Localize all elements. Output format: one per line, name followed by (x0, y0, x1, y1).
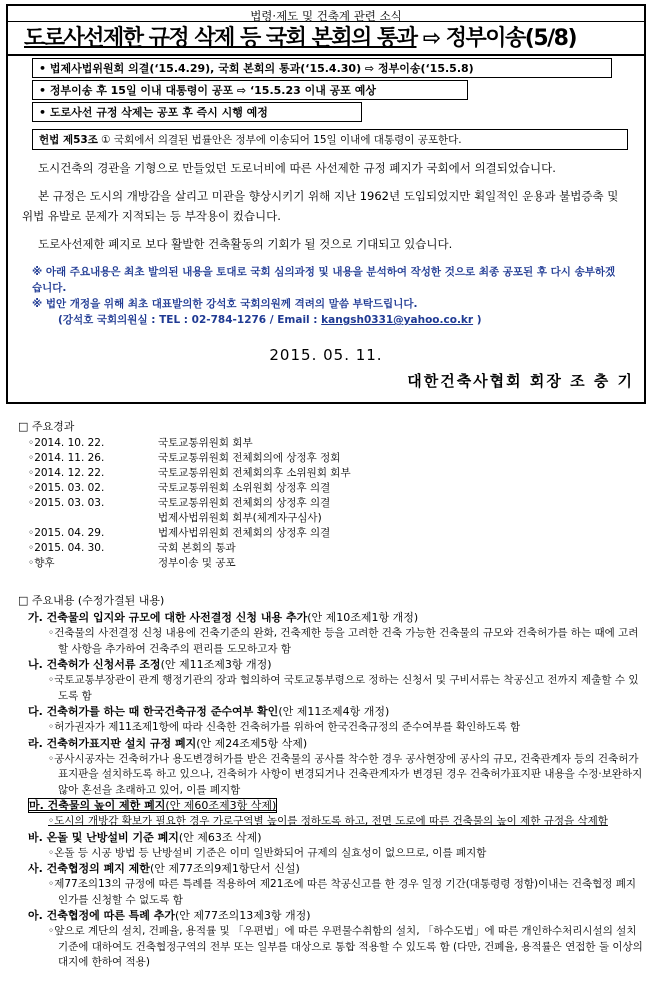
item-heading-text: 다. 건축허가를 하는 때 한국건축규정 준수여부 확인 (28, 705, 279, 718)
item-heading-text: 바. 온돌 및 난방설비 기준 폐지 (28, 830, 179, 844)
timeline-date: ◦2014. 12. 22. (28, 467, 105, 479)
summary-bullet: • 정부이송 후 15일 이내 대통령이 공포 ⇨ ‘15.5.23 이내 공포 예상 (32, 80, 468, 100)
item-heading (18, 861, 646, 877)
law-text: ① 국회에서 의결된 법률안은 정부에 이송되어 15일 이내에 대통령이 공포한다. (97, 134, 462, 146)
summary-bullet: • 법제사법위원회 의결(‘15.4.29), 국회 본회의 통과(‘15.4.30) ⇨ 정부이송(‘15.5.8) (32, 58, 612, 78)
paragraph: 본 규정은 도시의 개방감을 살리고 미관을 향상시키기 위해 지난 1962년 도입되었지만 획일적인 운용과 불법증축 및 위법 유발로 문제가 지적되는 등 부작용이 컸습니다. (22, 189, 619, 223)
timeline-date: ◦2015. 03. 03. (28, 497, 105, 509)
timeline-desc: 법제사법위원회 전체회의 상정후 의결 (158, 527, 331, 539)
timeline-row (18, 556, 646, 571)
timeline-desc: 법제사법위원회 회부(체계자구심사) (158, 512, 322, 524)
summary-bullet: • 도로사선 규정 삭제는 공포 후 즉시 시행 예정 (32, 102, 362, 122)
item-heading (18, 798, 646, 814)
timeline-date: ◦2014. 10. 22. (28, 437, 105, 449)
issue-date: 2015. 05. 11. (269, 346, 383, 364)
timeline-date: ◦2014. 11. 26. (28, 452, 105, 464)
summary-bullets (8, 58, 644, 122)
timeline-row (18, 481, 646, 496)
timeline-row (18, 451, 646, 466)
timeline-row (18, 496, 646, 511)
timeline-date (18, 511, 158, 526)
item-heading (18, 657, 646, 673)
timeline-row (18, 436, 646, 451)
item-body: ◦도시의 개방감 확보가 필요한 경우 가로구역별 높이를 정하도록 하고, 전면 도로에 따른 건축물의 높이 제한 규정을 삭제함 (48, 815, 608, 827)
contact-prefix: (강석호 국회의원실 : TEL : 02-784-1276 / Email : (58, 314, 322, 326)
item-ref: (안 제77조의13제3항 개정) (175, 909, 311, 922)
contact-suffix: ) (473, 314, 482, 326)
contents-title: □ 주요내용 (수정가결된 내용) (18, 594, 165, 607)
highlight-box (28, 798, 277, 813)
item-ref: (안 제63조 삭제) (178, 830, 262, 844)
contact-line (8, 312, 644, 328)
timeline-date: ◦향후 (28, 557, 55, 569)
timeline-desc: 국토교통위원회 소위원회 상정후 의결 (158, 482, 331, 494)
item-heading (18, 830, 646, 846)
item-heading-text: 마. 건축물의 높이 제한 폐지 (29, 799, 166, 812)
arrow-icon: ⇨ (422, 26, 440, 51)
item-heading (18, 704, 646, 720)
item-heading-text: 아. 건축협정에 따른 특례 추가 (28, 909, 176, 922)
timeline-row (18, 526, 646, 541)
paragraph: 도시건축의 경관을 기형으로 만들었던 도로너비에 따른 사선제한 규정 폐지가 국회에서 의결되었습니다. (38, 161, 556, 175)
item-ref: (안 제11조제4항 개정) (278, 705, 390, 718)
timeline-date: ◦2015. 03. 02. (28, 482, 105, 494)
item-body: ◦온돌 등 시공 방법 등 난방설비 기준은 이미 일반화되어 규제의 실효성이 없으므로, 이를 폐지함 (48, 846, 487, 859)
timeline-row (18, 466, 646, 481)
note: ※ 법안 개정을 위해 최초 대표발의한 강석호 국회의원께 격려의 말씀 부탁드립니다. (32, 298, 418, 310)
item-heading-text: 가. 건축물의 입지와 규모에 대한 사전결정 신청 내용 추가 (28, 611, 308, 624)
item-heading-text: 나. 건축허가 신청서류 조정 (28, 658, 161, 671)
email-link[interactable]: kangsh0331@yahoo.co.kr (321, 314, 474, 326)
item-body: ◦허가권자가 제11조제1항에 따라 신축한 건축허가를 위하여 한국건축규정의 준수여부를 확인하도록 함 (48, 721, 521, 733)
law-label: 헌법 제53조 (39, 134, 98, 146)
timeline-desc: 국토교통위원회 전체회의 상정후 의결 (158, 497, 331, 509)
timeline-title: □ 주요경과 (18, 420, 75, 433)
item-heading-text: 라. 건축허가표지판 설치 규정 폐지 (28, 736, 197, 750)
item-body: ◦건축물의 사전결정 신청 내용에 건축기준의 완화, 건축제한 등을 고려한 건축 가능한 건축물의 규모와 건축허가를 하는 때에 고려할 사항을 추가하여 건축주의 편리를 도모하고자 함 (48, 627, 639, 655)
signature: 대한건축사협회 회장 조 충 기 (407, 372, 634, 390)
item-ref: (안 제10조제1항 개정) (307, 611, 419, 624)
item-body: ◦앞으로 계단의 설치, 건폐율, 용적률 및 「우편법」에 따른 우편물수취함의 설치, 「하수도법」에 따른 개인하수처리시설의 설치 기준에 대하여도 건축협정구역의 전부 또는 일부를 대상으로 통합 적용할 수 있도록 함 (다만, 건폐율, 용적률은 연접한 둘 이상의 대지에 한하여 적용) (48, 925, 643, 968)
contents-section (18, 592, 646, 971)
item-ref: (안 제77조의9제1항단서 신설) (149, 862, 300, 875)
item-heading (18, 736, 646, 752)
title-sub: 정부이송(5/8) (445, 26, 577, 51)
timeline-date: ◦2015. 04. 30. (28, 542, 105, 554)
timeline-date: ◦2015. 04. 29. (28, 527, 105, 539)
item-body: ◦공사시공자는 건축허가나 용도변경허가를 받은 건축물의 공사를 착수한 경우 공사현장에 공사의 규모, 건축관계자 등의 건축허가표지판을 설치하도록 하고 있으나, 건축허가 사항이 변경되거나 건축관계자가 변경된 경우 건축허가표지판 내용을 수정·보완하지 않아 혼선을 초래하고 있어, 이를 폐지함 (48, 752, 643, 796)
page-title (8, 22, 644, 56)
timeline-desc: 정부이송 및 공포 (158, 557, 236, 569)
item-ref: (안 제60조제3항 삭제) (165, 799, 277, 812)
timeline-desc: 국토교통위원회 전체회의에 상정후 정회 (158, 452, 341, 464)
timeline-section (18, 418, 646, 571)
timeline-desc: 국토교통위원회 회부 (158, 437, 253, 449)
timeline-row (18, 541, 646, 556)
notice-box (6, 4, 646, 404)
timeline-desc: 국토교통위원회 전체회의후 소위원회 회부 (158, 467, 351, 479)
item-ref: (안 제11조제3항 개정) (160, 658, 272, 671)
title-main: 도로사선제한 규정 삭제 등 국회 본회의 통과 (24, 26, 417, 51)
item-body: ◦국토교통부장관이 관계 행정기관의 장과 협의하여 국토교통부령으로 정하는 신청서 및 구비서류는 착공신고 전까지 제출할 수 있도록 함 (48, 674, 639, 702)
item-ref: (안 제24조제5항 삭제) (196, 736, 308, 750)
paragraph: 도로사선제한 폐지로 보다 활발한 건축활동의 기회가 될 것으로 기대되고 있습니다. (38, 237, 453, 251)
item-body: ◦제77조의13의 규정에 따른 특례를 적용하여 제21조에 따른 착공신고를 한 경우 일정 기간(대통령령 정함)이내는 건축협정 폐지 인가를 신청할 수 없도록 함 (48, 878, 637, 906)
item-heading-text: 사. 건축협정의 폐지 제한 (28, 862, 150, 875)
constitution-box (32, 129, 628, 150)
category-label: 법령·제도 및 건축계 관련 소식 (8, 6, 644, 22)
item-heading (18, 610, 646, 626)
timeline-desc: 국회 본회의 통과 (158, 542, 236, 554)
note: ※ 아래 주요내용은 최초 발의된 내용을 토대로 국회 심의과정 및 내용을 분석하여 작성한 것으로 최종 공포된 후 다시 송부하겠습니다. (32, 266, 616, 294)
item-heading (18, 908, 646, 924)
timeline-row (18, 511, 646, 526)
